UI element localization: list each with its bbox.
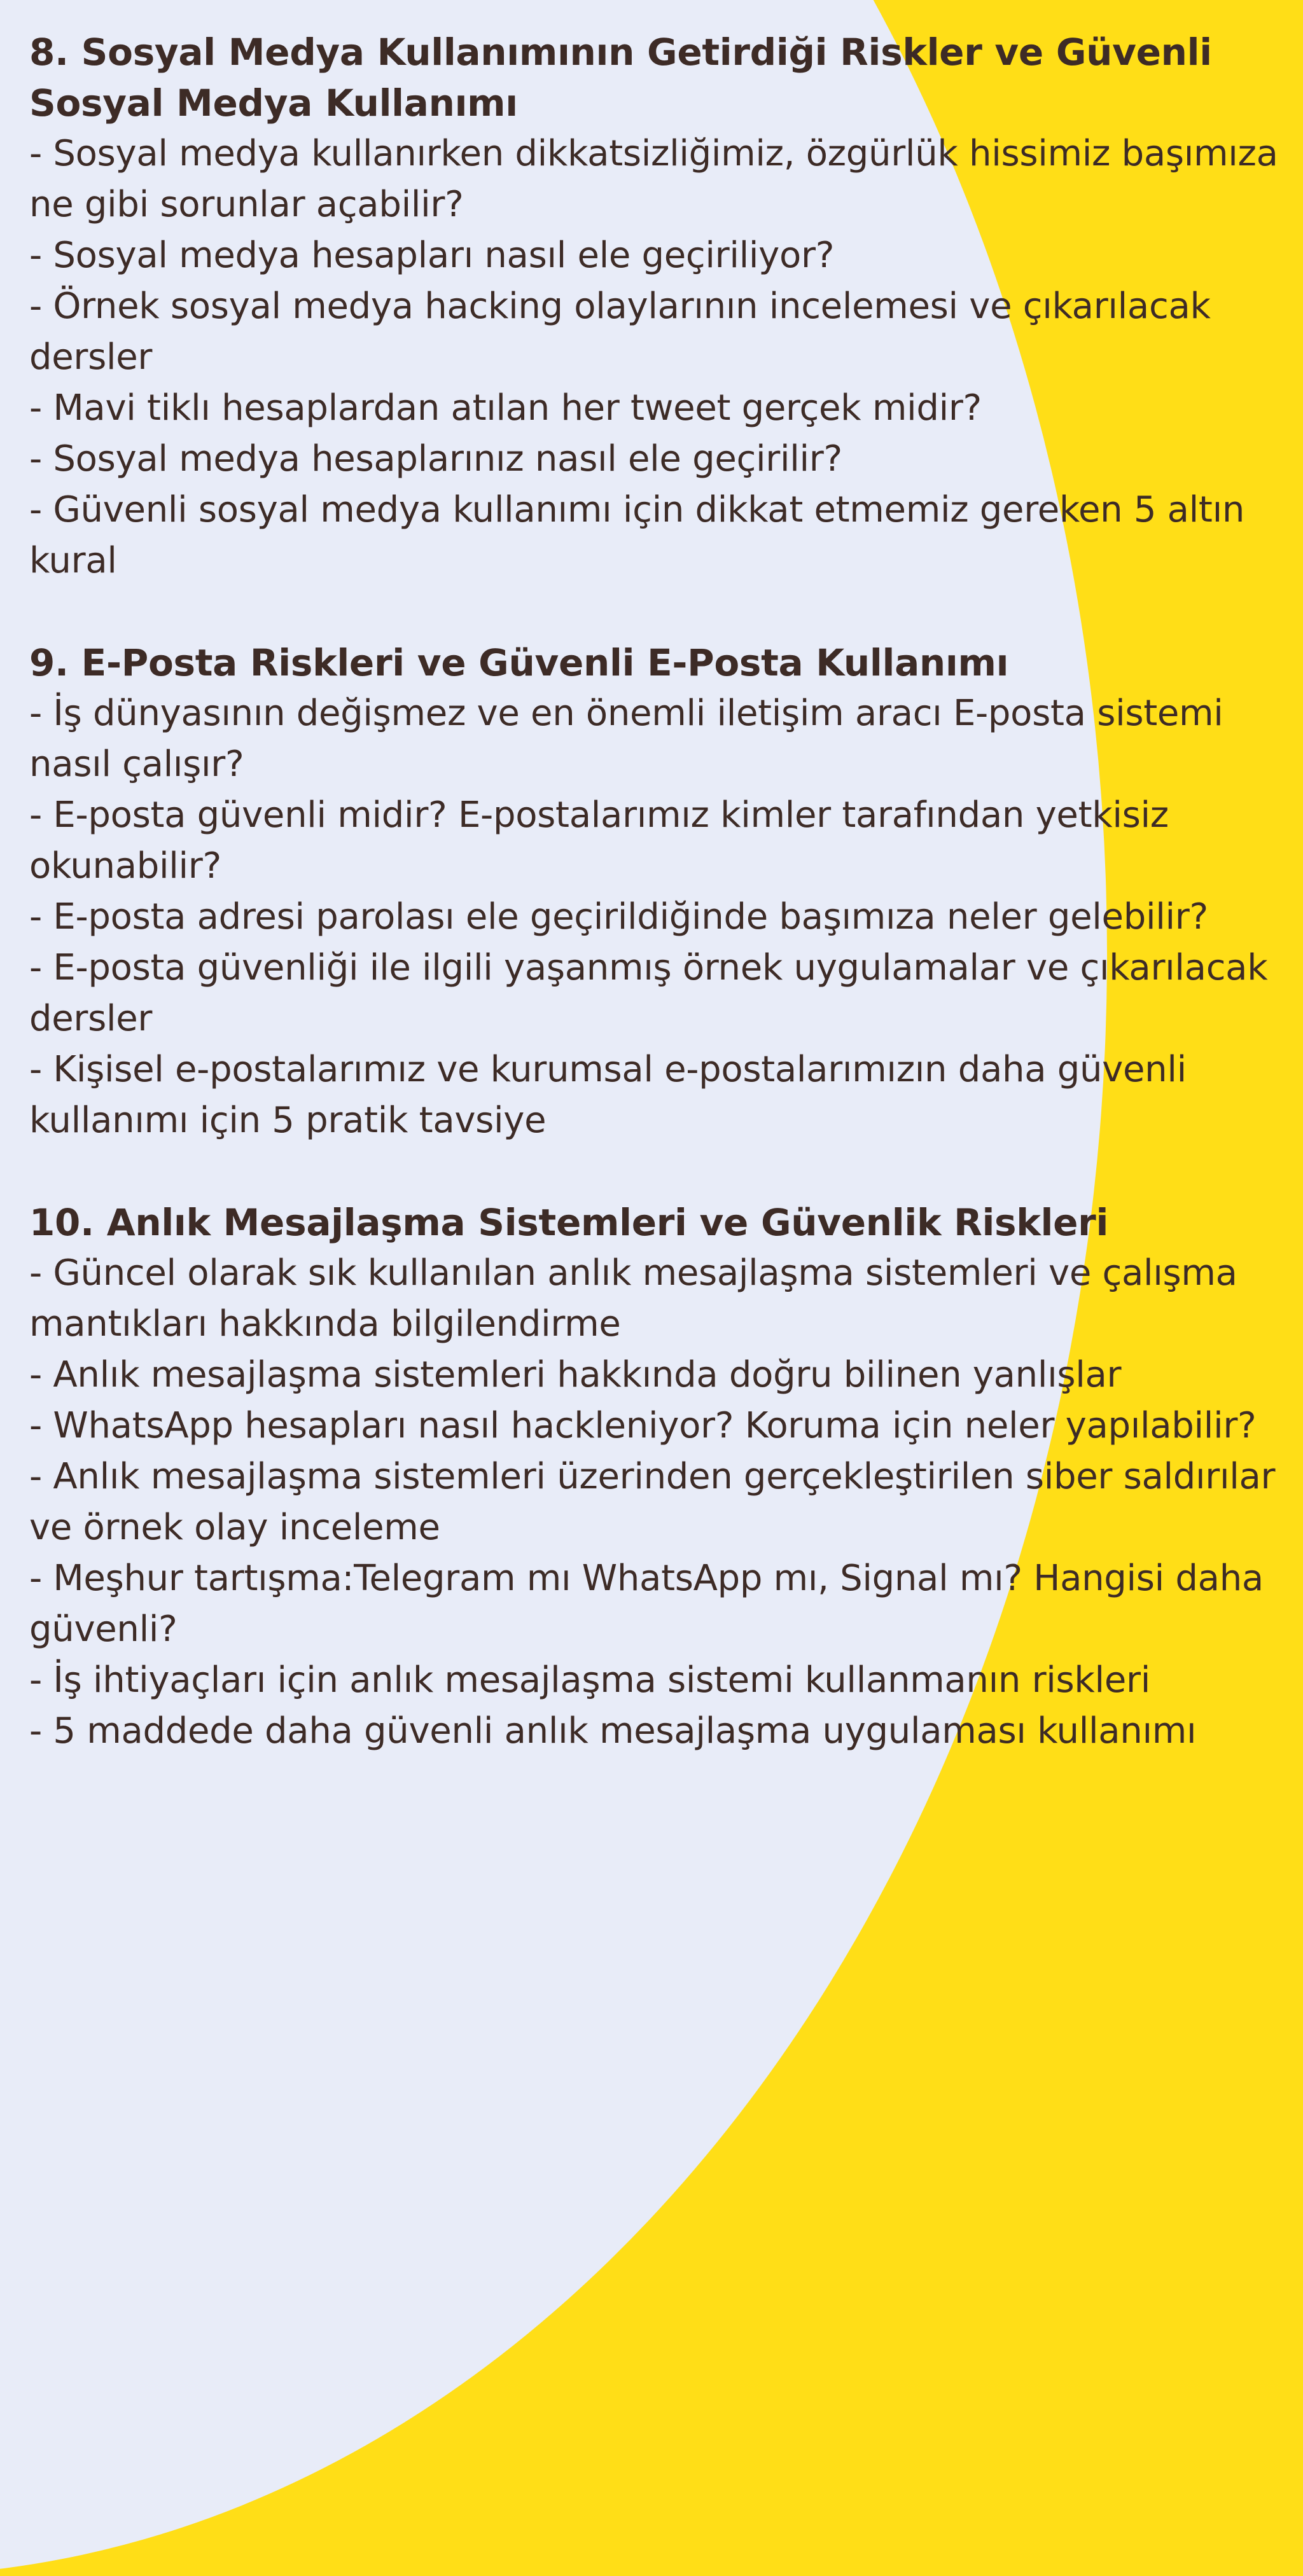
- list-item: - Anlık mesajlaşma sistemleri hakkında doğru bilinen yanlışlar: [29, 1354, 1122, 1395]
- section-10-instant-messaging: [29, 1197, 1286, 1757]
- section-title: 10. Anlık Mesajlaşma Sistemleri ve Güvenlik Riskleri: [29, 1201, 1109, 1244]
- list-item: - Anlık mesajlaşma sistemleri üzerinden gerçekleştirilen siber saldırılar ve örnek olay inceleme: [29, 1456, 1276, 1548]
- list-item: - Sosyal medya hesaplarınız nasıl ele geçirilir?: [29, 438, 842, 480]
- course-outline: [29, 27, 1286, 1808]
- list-item: - Güncel olarak sık kullanılan anlık mesajlaşma sistemleri ve çalışma mantıkları hakkında bilgilendirme: [29, 1252, 1237, 1345]
- list-item: - Mavi tiklı hesaplardan atılan her tweet gerçek midir?: [29, 387, 982, 429]
- list-item: - İş ihtiyaçları için anlık mesajlaşma sistemi kullanmanın riskleri: [29, 1659, 1150, 1701]
- list-item: - 5 maddede daha güvenli anlık mesajlaşma uygulaması kullanımı: [29, 1710, 1197, 1752]
- section-8-social-media: [29, 27, 1286, 586]
- list-item: - Sosyal medya kullanırken dikkatsizliğimiz, özgürlük hissimiz başımıza ne gibi sorunlar açabilir?: [29, 133, 1278, 225]
- section-title: 9. E-Posta Riskleri ve Güvenli E-Posta Kullanımı: [29, 641, 1009, 684]
- section-title: 8. Sosyal Medya Kullanımının Getirdiği Riskler ve Güvenli Sosyal Medya Kullanımı: [29, 31, 1212, 125]
- list-item: - WhatsApp hesapları nasıl hackleniyor? Koruma için neler yapılabilir?: [29, 1405, 1257, 1446]
- list-item: - E-posta güvenli midir? E-postalarımız kimler tarafından yetkisiz okunabilir?: [29, 794, 1169, 887]
- section-9-email: [29, 637, 1286, 1146]
- list-item: - Örnek sosyal medya hacking olaylarının incelemesi ve çıkarılacak dersler: [29, 286, 1211, 378]
- list-item: - E-posta güvenliği ile ilgili yaşanmış örnek uygulamalar ve çıkarılacak dersler: [29, 947, 1268, 1039]
- list-item: - Güvenli sosyal medya kullanımı için dikkat etmemiz gereken 5 altın kural: [29, 489, 1245, 581]
- list-item: - Meşhur tartışma:Telegram mı WhatsApp mı, Signal mı? Hangisi daha güvenli?: [29, 1558, 1264, 1650]
- list-item: - Sosyal medya hesapları nasıl ele geçiriliyor?: [29, 235, 835, 276]
- list-item: - İş dünyasının değişmez ve en önemli iletişim aracı E-posta sistemi nasıl çalışır?: [29, 693, 1223, 785]
- list-item: - E-posta adresi parolası ele geçirildiğinde başımıza neler gelebilir?: [29, 896, 1208, 938]
- list-item: - Kişisel e-postalarımız ve kurumsal e-postalarımızın daha güvenli kullanımı için 5 pratik tavsiye: [29, 1049, 1187, 1141]
